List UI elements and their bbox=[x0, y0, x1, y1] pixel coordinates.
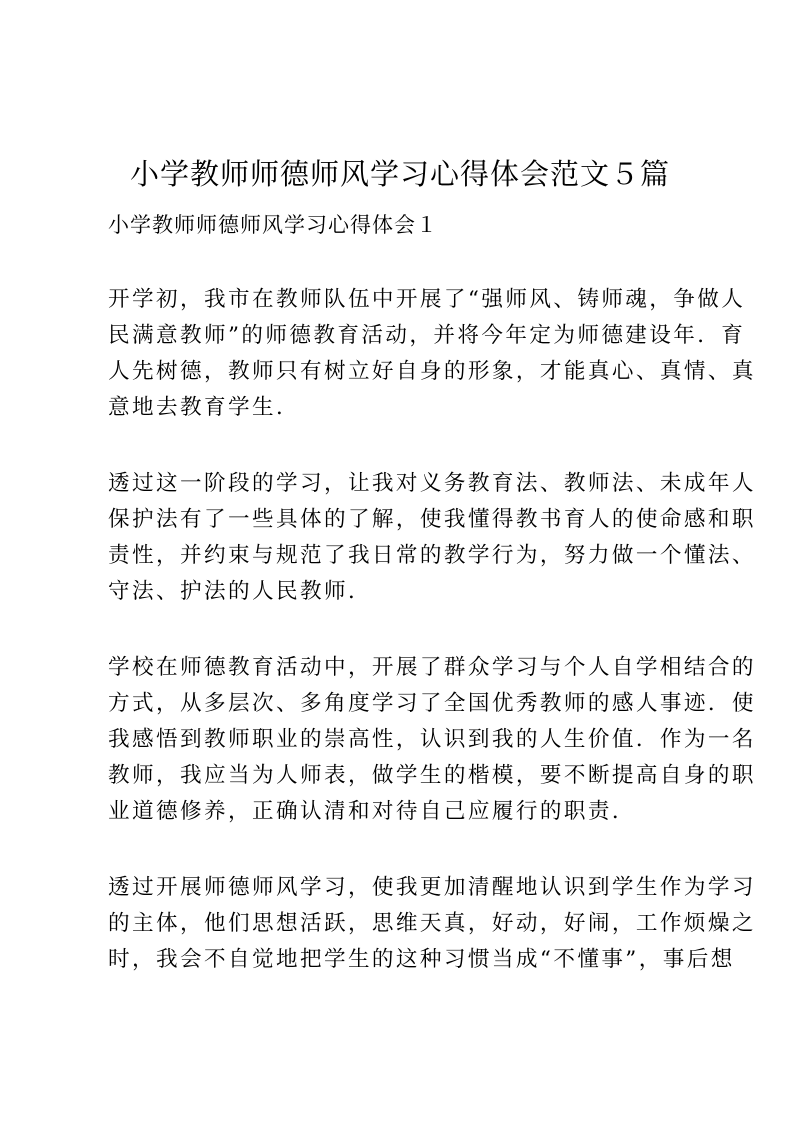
paragraph-line: 透过这一阶段的学习，让我对义务教育法、教师法、未成年人 bbox=[108, 471, 756, 496]
paragraph-line: 教师，我应当为人师表，做学生的楷模，要不断提高自身的职 bbox=[108, 763, 756, 788]
paragraph-line: 民满意教师”的师德教育活动，并将今年定为师德建设年．育 bbox=[108, 323, 746, 348]
paragraph-2 bbox=[108, 466, 756, 610]
paragraph-4 bbox=[108, 870, 756, 978]
paragraph-line: 守法、护法的人民教师． bbox=[108, 579, 372, 604]
paragraph-1 bbox=[108, 282, 756, 426]
paragraph-line: 业道德修养，正确认清和对待自己应履行的职责． bbox=[108, 799, 636, 824]
paragraph-line: 学校在师德教育活动中，开展了群众学习与个人自学相结合的 bbox=[108, 655, 756, 680]
paragraph-line: 我感悟到教师职业的崇高性，认识到我的人生价值．作为一名 bbox=[108, 727, 756, 752]
paragraph-line: 的主体，他们思想活跃，思维天真，好动，好闹，工作烦燥之 bbox=[108, 911, 756, 936]
paragraph-line: 时，我会不自觉地把学生的这种习惯当成“不懂事”，事后想 bbox=[108, 947, 735, 972]
section-heading: 小学教师师德师风学习心得体会１ bbox=[108, 213, 438, 237]
paragraph-line: 意地去教育学生． bbox=[108, 395, 300, 420]
paragraph-line: 保护法有了一些具体的了解，使我懂得教书育人的使命感和职 bbox=[108, 507, 756, 532]
paragraph-3 bbox=[108, 650, 756, 830]
paragraph-line: 开学初，我市在教师队伍中开展了“强师风、铸师魂，争做人 bbox=[108, 287, 746, 312]
paragraph-line: 透过开展师德师风学习，使我更加清醒地认识到学生作为学习 bbox=[108, 875, 756, 900]
paragraph-line: 责性，并约束与规范了我日常的教学行为，努力做一个懂法、 bbox=[108, 543, 756, 568]
paragraph-line: 人先树德，教师只有树立好自身的形象，才能真心、真情、真 bbox=[108, 359, 756, 384]
paragraph-line: 方式，从多层次、多角度学习了全国优秀教师的感人事迹．使 bbox=[108, 691, 756, 716]
document-title: 小学教师师德师风学习心得体会范文５篇 bbox=[129, 157, 670, 191]
